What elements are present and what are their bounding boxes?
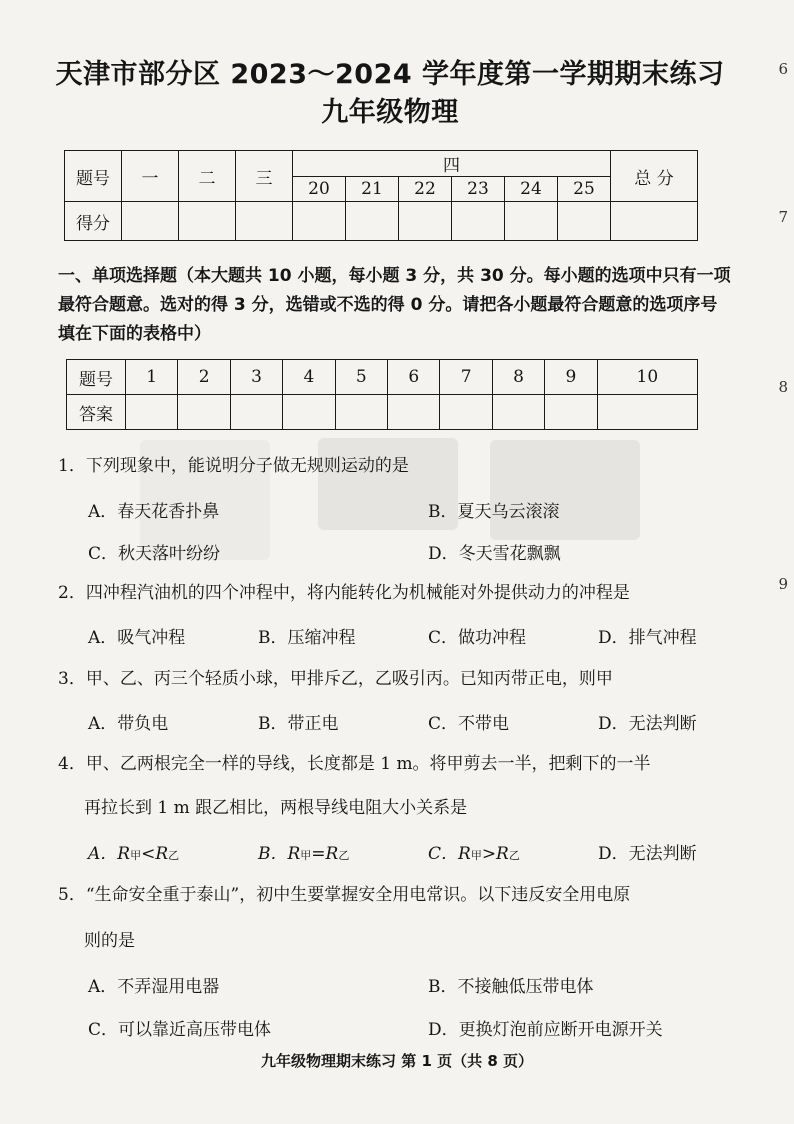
score-subcol: 25 — [558, 177, 611, 202]
question-2-option-d: D．排气冲程 — [598, 628, 697, 648]
score-cell — [346, 202, 399, 241]
option-a-relation: <R — [141, 844, 169, 864]
score-subcol: 20 — [293, 177, 346, 202]
score-cell — [399, 202, 452, 241]
question-3-option-b: B．带正电 — [258, 714, 339, 734]
score-cell — [293, 202, 346, 241]
answer-cell — [178, 395, 230, 430]
score-cell — [122, 202, 179, 241]
option-c-relation: >R — [481, 844, 509, 864]
exam-subtitle: 九年级物理 — [321, 97, 459, 128]
score-header-label: 题号 — [65, 151, 122, 202]
exam-title: 天津市部分区 2023～2024 学年度第一学期期末练习 — [55, 59, 725, 90]
question-5-option-c: C．可以靠近高压带电体 — [88, 1020, 272, 1040]
score-subcol: 23 — [452, 177, 505, 202]
question-3-option-d: D．无法判断 — [598, 714, 697, 734]
score-col-group: 四 — [293, 151, 611, 177]
option-b-label: B．R — [258, 844, 301, 864]
score-cell — [558, 202, 611, 241]
option-b-relation: =R — [311, 844, 339, 864]
answer-cell — [440, 395, 492, 430]
answer-cell — [283, 395, 335, 430]
page-footer: 九年级物理期末练习 第 1 页（共 8 页） — [261, 1052, 533, 1070]
answer-number: 4 — [283, 360, 335, 395]
question-4-option-a — [88, 839, 179, 864]
question-3-stem: 3．甲、乙、丙三个轻质小球，甲排斥乙，乙吸引丙。已知丙带正电，则甲 — [58, 669, 613, 689]
question-2-option-b: B．压缩冲程 — [258, 628, 356, 648]
question-3-option-c: C．不带电 — [428, 714, 510, 734]
score-table — [64, 150, 698, 241]
score-col-3: 三 — [236, 151, 293, 202]
answer-number: 1 — [126, 360, 178, 395]
question-5-stem-line1: 5．“生命安全重于泰山”，初中生要掌握安全用电常识。以下违反安全用电原 — [58, 885, 631, 905]
answer-header-label: 题号 — [67, 360, 126, 395]
answer-cell — [230, 395, 282, 430]
question-2-option-a: A．吸气冲程 — [88, 628, 186, 648]
option-a-label: A．R — [88, 844, 131, 864]
score-cell — [179, 202, 236, 241]
score-cell — [236, 202, 293, 241]
margin-mark: 7 — [778, 208, 788, 226]
question-2-stem: 2．四冲程汽油机的四个冲程中，将内能转化为机械能对外提供动力的冲程是 — [58, 583, 630, 603]
question-5-option-a: A．不弄湿用电器 — [88, 977, 220, 997]
question-4-option-b — [258, 839, 349, 864]
subscript-yi: 乙 — [338, 849, 350, 862]
answer-cell — [126, 395, 178, 430]
question-3-option-a: A．带负电 — [88, 714, 169, 734]
option-c-label: C．R — [428, 844, 471, 864]
question-2-option-c: C．做功冲程 — [428, 628, 527, 648]
answer-number: 10 — [597, 360, 697, 395]
answer-cell — [597, 395, 697, 430]
answer-row-label: 答案 — [67, 395, 126, 430]
answer-number: 9 — [545, 360, 597, 395]
subscript-jia: 甲 — [470, 849, 482, 862]
subscript-jia: 甲 — [300, 849, 312, 862]
answer-cell — [388, 395, 440, 430]
score-subcol: 24 — [505, 177, 558, 202]
score-row-label: 得分 — [65, 202, 122, 241]
answer-number: 2 — [178, 360, 230, 395]
score-total-label: 总 分 — [611, 151, 698, 202]
question-5-stem-line2: 则的是 — [84, 931, 135, 951]
margin-mark: 8 — [778, 378, 788, 396]
answer-cell — [545, 395, 597, 430]
question-1-stem: 1．下列现象中，能说明分子做无规则运动的是 — [58, 456, 409, 476]
answer-cell — [335, 395, 387, 430]
score-subcol: 22 — [399, 177, 452, 202]
score-cell — [611, 202, 698, 241]
answer-number: 5 — [335, 360, 387, 395]
question-1-option-b: B．夏天乌云滚滚 — [428, 502, 560, 522]
subscript-yi: 乙 — [168, 849, 180, 862]
margin-mark: 6 — [778, 60, 788, 78]
question-4-option-c — [428, 839, 520, 864]
question-4-stem-line2: 再拉长到 1 m 跟乙相比，两根导线电阻大小关系是 — [84, 798, 468, 818]
score-cell — [452, 202, 505, 241]
score-col-2: 二 — [179, 151, 236, 202]
question-4-stem-line1: 4．甲、乙两根完全一样的导线，长度都是 1 m。将甲剪去一半，把剩下的一半 — [58, 754, 651, 774]
answer-cell — [492, 395, 544, 430]
margin-mark: 9 — [778, 575, 788, 593]
subscript-jia: 甲 — [130, 849, 142, 862]
score-col-1: 一 — [122, 151, 179, 202]
question-1-option-a: A．春天花香扑鼻 — [88, 502, 220, 522]
answer-number: 7 — [440, 360, 492, 395]
score-cell — [505, 202, 558, 241]
question-5-option-d: D．更换灯泡前应断开电源开关 — [428, 1020, 663, 1040]
answer-number: 6 — [388, 360, 440, 395]
question-1-option-c: C．秋天落叶纷纷 — [88, 544, 221, 564]
subscript-yi: 乙 — [508, 849, 520, 862]
section-1-heading: 一、单项选择题（本大题共 10 小题，每小题 3 分，共 30 分。每小题的选项中只有一项最符合题意。选对的得 3 分，选错或不选的得 0 分。请把各小题最符合题意的选项序号填在下面的表格中） — [58, 266, 731, 344]
answer-number: 8 — [492, 360, 544, 395]
answer-table — [66, 359, 698, 430]
question-1-option-d: D．冬天雪花飘飘 — [428, 544, 561, 564]
answer-number: 3 — [230, 360, 282, 395]
question-5-option-b: B．不接触低压带电体 — [428, 977, 594, 997]
question-4-option-d: D．无法判断 — [598, 844, 697, 864]
score-subcol: 21 — [346, 177, 399, 202]
